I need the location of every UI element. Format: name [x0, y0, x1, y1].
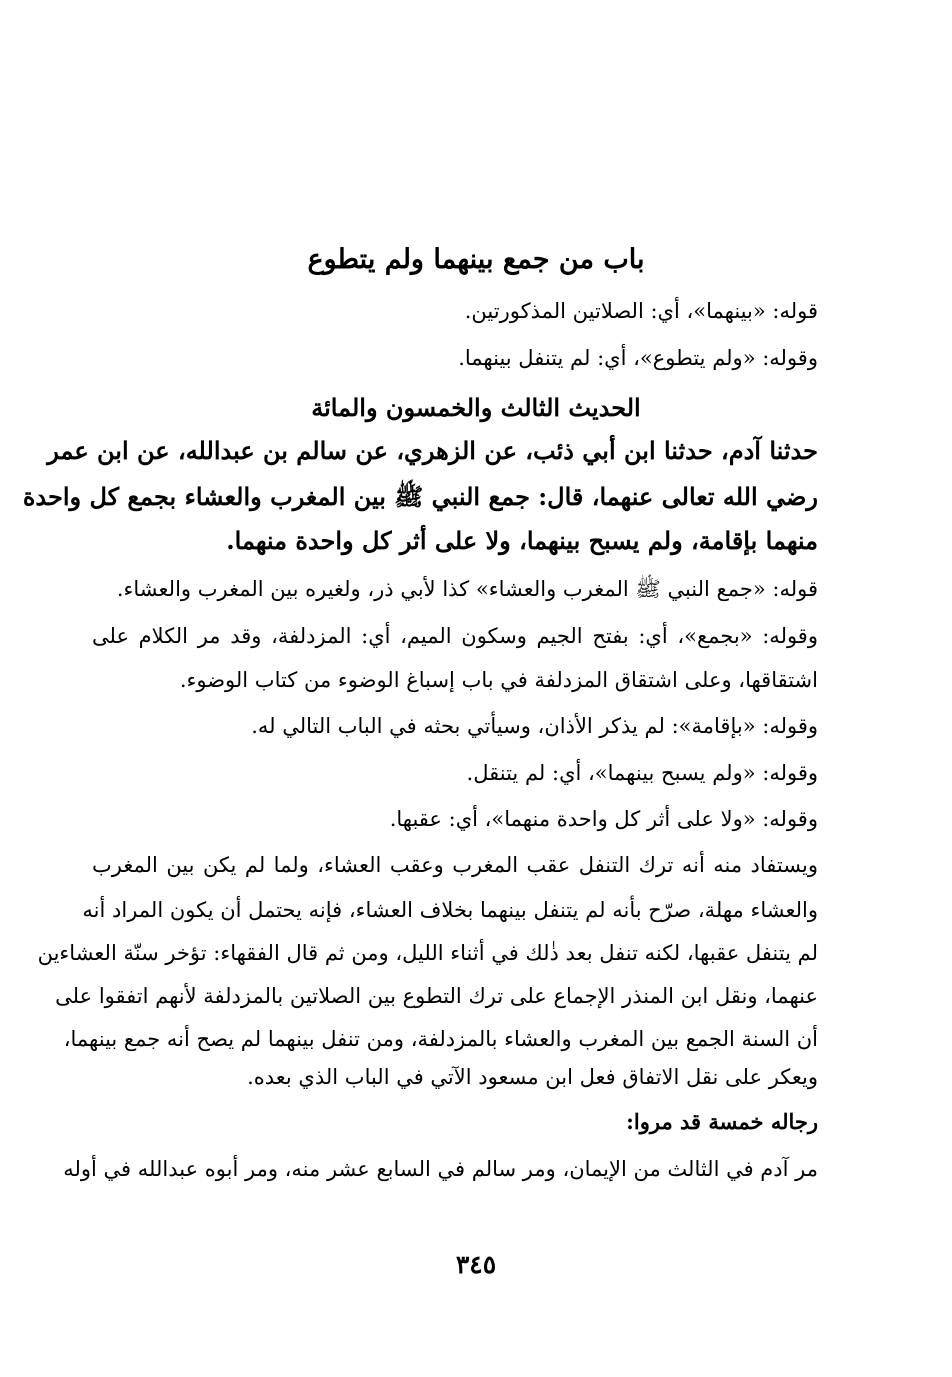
rijal-line: مر آدم في الثالث من الإيمان، ومر سالم في السابع عشر منه، ومر أبوه عبدالله في أوله [63, 1157, 818, 1181]
commentary-bijam-2: اشتقاقها، وعلى اشتقاق المزدلفة في باب إسباغ الوضوء من كتاب الوضوء. [179, 668, 818, 692]
commentary-istifada-3: لم يتنفل عقبها، لكنه تنفل بعد ذٰلك في أثناء الليل، ومن ثم قال الفقهاء: تؤخر سنّة العشاءين [37, 941, 818, 965]
chapter-title: باب من جمع بينهما ولم يتطوع [307, 244, 645, 275]
intro-line-2: وقوله: «ولم يتطوع»، أي: لم يتنفل بينهما. [458, 346, 818, 370]
commentary-istifada-5: أن السنة الجمع بين المغرب والعشاء بالمزدلفة، ومن تنفل بينهما لم يصح أنه جمع بينهما، [63, 1027, 818, 1051]
commentary-istifada-1: ويستفاد منه أنه ترك التنفل عقب المغرب وعقب العشاء، ولما لم يكن بين المغرب [92, 853, 818, 877]
hadith-line-1: حدثنا آدم، حدثنا ابن أبي ذئب، عن الزهري، عن سالم بن عبدالله، عن ابن عمر [47, 436, 818, 465]
commentary-bijam-1: وقوله: «بجمع»، أي: بفتح الجيم وسكون الميم، أي: المزدلفة، وقد مر الكلام على [92, 624, 818, 648]
commentary-istifada-2: والعشاء مهلة، صرّح بأنه لم يتنفل بينهما بخلاف العشاء، فإنه يحتمل أن يكون المراد أنه [82, 898, 818, 922]
commentary-istifada-6: ويعكر على نقل الاتفاق فعل ابن مسعود الآتي في الباب الذي بعده. [247, 1065, 818, 1089]
hadith-line-2: رضي الله تعالى عنهما، قال: جمع النبي ﷺ بين المغرب والعشاء بجمع كل واحدة [22, 482, 818, 511]
commentary-athar: وقوله: «ولا على أثر كل واحدة منهما»، أي: عقبها. [389, 807, 818, 831]
page-number: ٣٤٥ [455, 1250, 497, 1279]
commentary-iqama: وقوله: «بإقامة»: لم يذكر الأذان، وسيأتي بحثه في الباب التالي له. [251, 714, 818, 738]
commentary-jama: قوله: «جمع النبي ﷺ المغرب والعشاء» كذا لأبي ذر، ولغيره بين المغرب والعشاء. [116, 577, 818, 601]
hadith-heading: الحديث الثالث والخمسون والمائة [311, 393, 641, 422]
intro-line-1: قوله: «بينهما»، أي: الصلاتين المذكورتين. [464, 299, 818, 323]
commentary-yusabbih: وقوله: «ولم يسبح بينهما»، أي: لم يتنقل. [466, 761, 818, 785]
hadith-line-3: منهما بإقامة، ولم يسبح بينهما، ولا على أثر كل واحدة منهما. [226, 526, 818, 555]
commentary-istifada-4: عنهما، ونقل ابن المنذر الإجماع على ترك التطوع بين الصلاتين بالمزدلفة لأنهم اتفقوا على [55, 984, 818, 1008]
rijal-heading: رجاله خمسة قد مروا: [626, 1109, 818, 1134]
